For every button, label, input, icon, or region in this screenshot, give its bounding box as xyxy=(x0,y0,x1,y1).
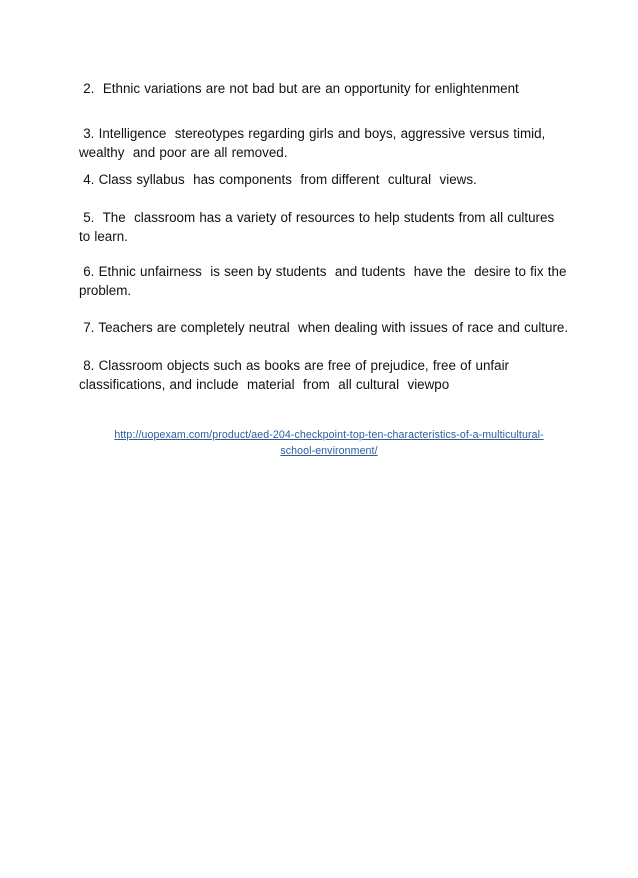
source-link[interactable] xyxy=(79,427,579,459)
source-link-line-1: http://uopexam.com/product/aed-204-checkpoint-top-ten-characteristics-of-a-multicultural- xyxy=(114,429,544,441)
list-item-7: 7. Teachers are completely neutral when dealing with issues of race and culture. xyxy=(79,320,569,335)
list-item-5: 5. The classroom has a variety of resources to help students from all cultures to learn. xyxy=(79,210,563,244)
list-item-2: 2. Ethnic variations are not bad but are an opportunity for enlightenment xyxy=(79,81,519,96)
list-item-6: 6. Ethnic unfairness is seen by students and tudents have the desire to fix the problem. xyxy=(79,264,571,298)
list-item-4: 4. Class syllabus has components from different cultural views. xyxy=(79,172,477,187)
list-item-8: 8. Classroom objects such as books are free of prejudice, free of unfair classifications, and include material from all cultural viewpo xyxy=(79,358,514,392)
list-item-3: 3. Intelligence stereotypes regarding girls and boys, aggressive versus timid, wealthy and poor are all removed. xyxy=(79,126,550,160)
source-link-line-2: school-environment/ xyxy=(280,445,378,457)
